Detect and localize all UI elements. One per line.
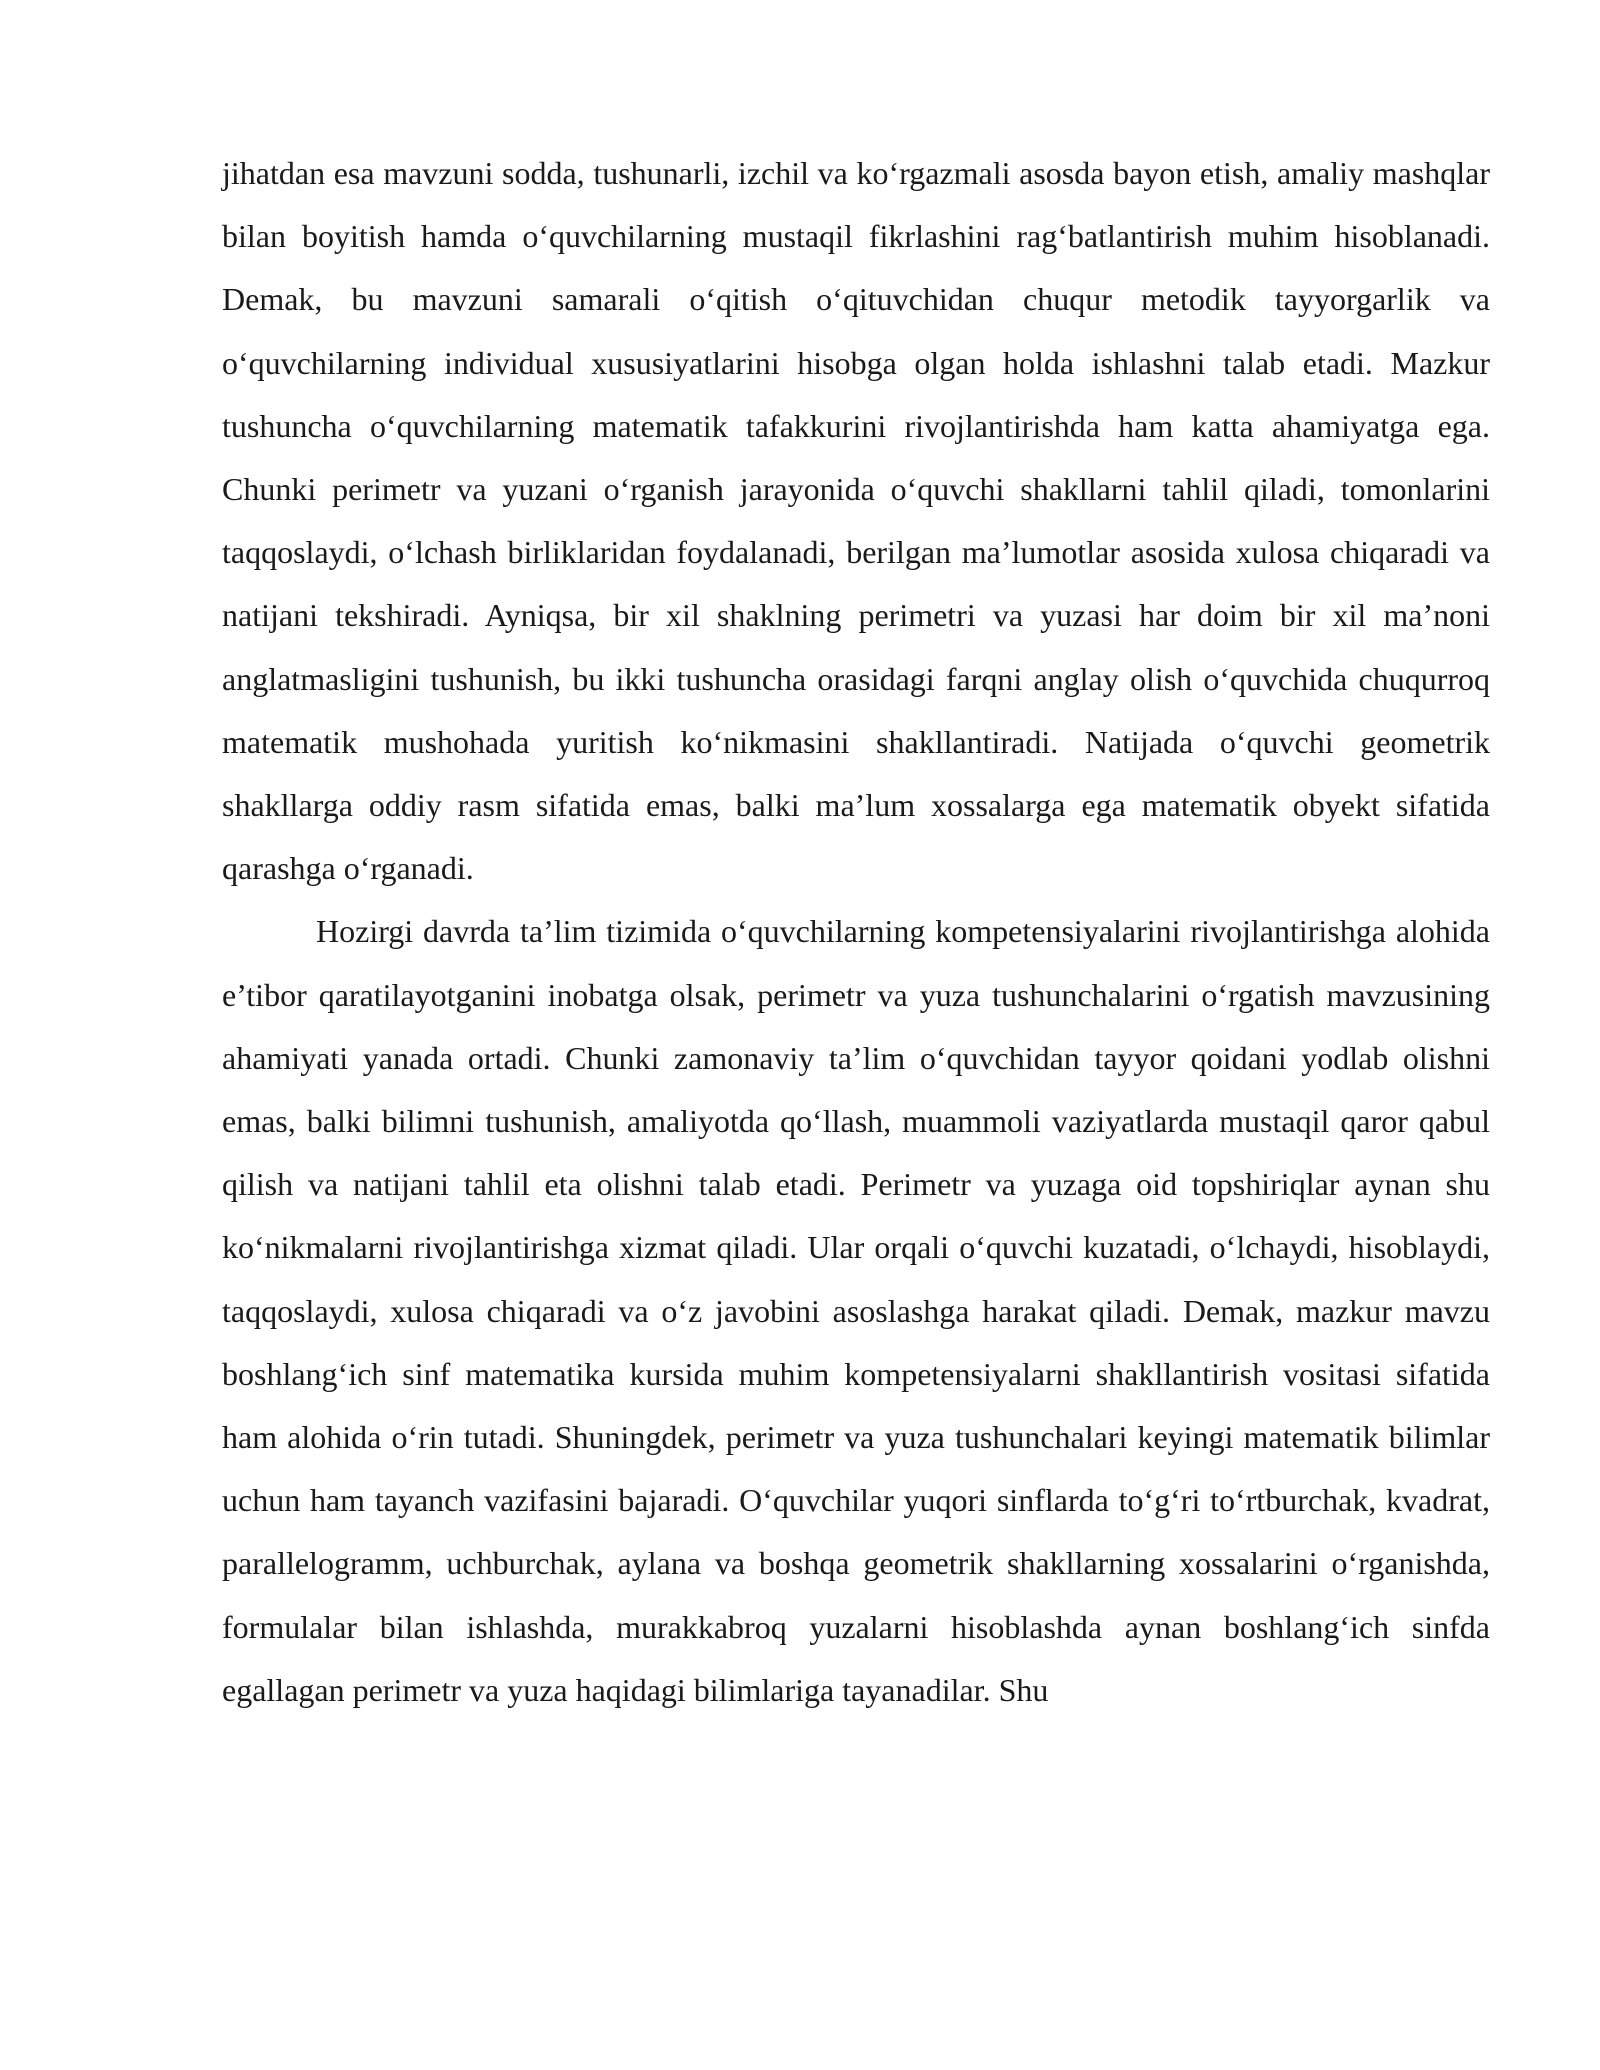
paragraph-2: Hozirgi davrda ta’lim tizimida o‘quvchilarning kompetensiyalarini rivojlantirishga alohida e’tibor qaratilayotganini inobatga olsak, perimetr va yuza tushunchalarini o‘rgatish mavzusining ahamiyati yanada ortadi. Chunki zamonaviy ta’lim o‘quvchidan tayyor qoidani yodlab olishni emas, balki bilimni tushunish, amaliyotda qo‘llash, muammoli vaziyatlarda mustaqil qaror qabul qilish va natijani tahlil eta olishni talab etadi. Perimetr va yuzaga oid topshiriqlar aynan shu ko‘nikmalarni rivojlantirishga xizmat qiladi. Ular orqali o‘quvchi kuzatadi, o‘lchaydi, hisoblaydi, taqqoslaydi, xulosa chiqaradi va o‘z javobini asoslashga harakat qiladi. Demak, mazkur mavzu boshlang‘ich sinf matematika kursida muhim kompetensiyalarni shakllantirish vositasi sifatida ham alohida o‘rin tutadi. Shuningdek, perimetr va yuza tushunchalari keyingi matematik bilimlar uchun ham tayanch vazifasini bajaradi. O‘quvchilar yuqori sinflarda to‘g‘ri to‘rtburchak, kvadrat, parallelogramm, uchburchak, aylana va boshqa geometrik shakllarning xossalarini o‘rganishda, formulalar bilan ishlashda, murakkabroq yuzalarni hisoblashda aynan boshlang‘ich sinfda egallagan perimetr va yuza haqidagi bilimlariga tayanadilar. Shu xyxy=(222,913,1490,1708)
body-text xyxy=(222,142,1490,1722)
paragraph-1: jihatdan esa mavzuni sodda, tushunarli, izchil va ko‘rgazmali asosda bayon etish, amaliy mashqlar bilan boyitish hamda o‘quvchilarning mustaqil fikrlashini rag‘batlantirish muhim hisoblanadi. Demak, bu mavzuni samarali o‘qitish o‘qituvchidan chuqur metodik tayyorgarlik va o‘quvchilarning individual xususiyatlarini hisobga olgan holda ishlashni talab etadi. Mazkur tushuncha o‘quvchilarning matematik tafakkurini rivojlantirishda ham katta ahamiyatga ega. Chunki perimetr va yuzani o‘rganish jarayonida o‘quvchi shakllarni tahlil qiladi, tomonlarini taqqoslaydi, o‘lchash birliklaridan foydalanadi, berilgan ma’lumotlar asosida xulosa chiqaradi va natijani tekshiradi. Ayniqsa, bir xil shaklning perimetri va yuzasi har doim bir xil ma’noni anglatmasligini tushunish, bu ikki tushuncha orasidagi farqni anglay olish o‘quvchida chuqurroq matematik mushohada yuritish ko‘nikmasini shakllantiradi. Natijada o‘quvchi geometrik shakllarga oddiy rasm sifatida emas, balki ma’lum xossalarga ega matematik obyekt sifatida qarashga o‘rganadi. xyxy=(222,155,1490,887)
